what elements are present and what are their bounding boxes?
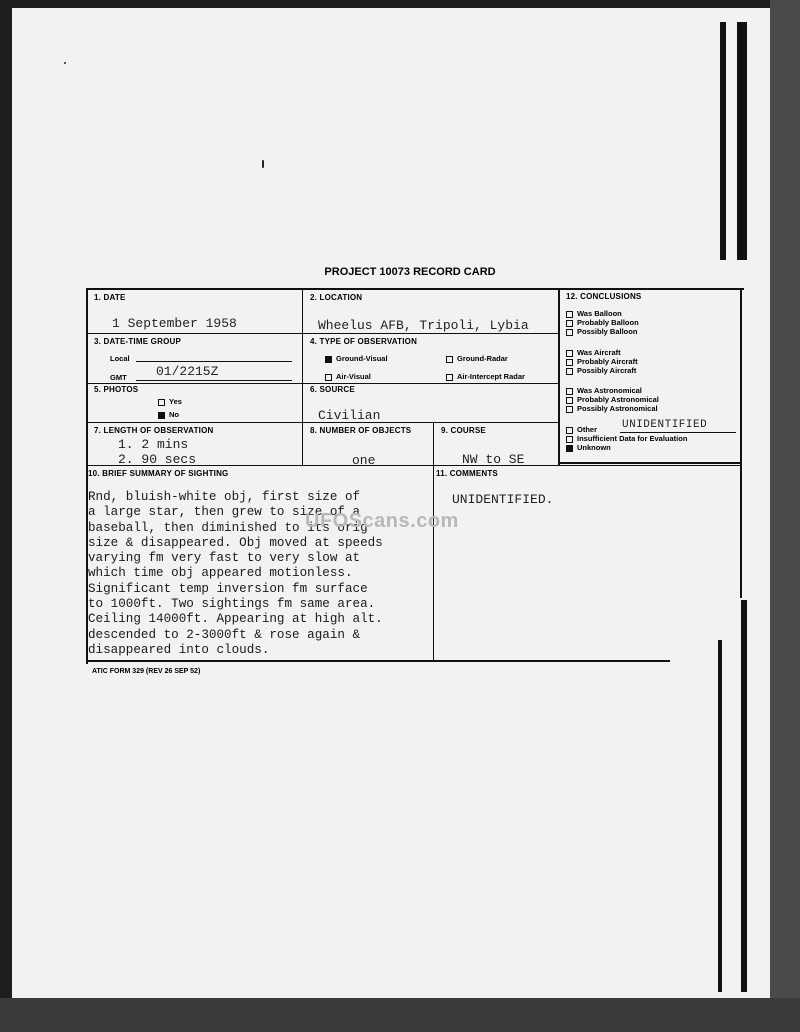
course-value: NW to SE <box>462 452 525 464</box>
checkbox-checked-icon <box>158 412 165 419</box>
checkbox-icon <box>566 388 573 395</box>
gmt-value: 01/2215Z <box>156 364 219 379</box>
comments-value: UNIDENTIFIED. <box>452 492 554 507</box>
scan-edge-bottom <box>0 998 800 1032</box>
scan-speck <box>64 62 66 64</box>
card-border-bottom <box>86 660 670 662</box>
conclusion-was-astronomical: Was Astronomical <box>566 386 642 395</box>
checkbox-icon <box>566 397 573 404</box>
checkbox-icon <box>566 427 573 434</box>
length-line-1: 1. 2 mins <box>118 437 189 452</box>
form-id: ATIC FORM 329 (REV 26 SEP 52) <box>92 668 201 675</box>
summary-label: 10. BRIEF SUMMARY OF SIGHTING <box>88 469 229 478</box>
datetime-group-label: 3. DATE-TIME GROUP <box>94 337 182 346</box>
checkbox-icon <box>325 374 332 381</box>
conclusion-other: Other <box>566 425 597 434</box>
card-title: PROJECT 10073 RECORD CARD <box>324 266 496 278</box>
conclusion-insufficient-data: Insufficient Data for Evaluation <box>566 434 687 443</box>
course-label: 9. COURSE <box>441 426 486 435</box>
scan-speck <box>262 160 264 168</box>
photos-label: 5. PHOTOS <box>94 385 139 394</box>
conclusion-possibly-balloon: Possibly Balloon <box>566 327 637 336</box>
checkbox-icon <box>566 350 573 357</box>
option-photos-no: No <box>158 410 179 419</box>
scan-edge-right <box>770 0 800 1032</box>
checkbox-icon <box>566 406 573 413</box>
local-label: Local <box>110 354 130 363</box>
option-photos-yes: Yes <box>158 397 182 406</box>
option-ground-radar: Ground-Radar <box>446 354 508 363</box>
other-field-line <box>620 432 736 433</box>
gmt-label: GMT <box>110 373 127 382</box>
location-value: Wheelus AFB, Tripoli, Lybia <box>318 318 529 333</box>
checkbox-icon <box>566 359 573 366</box>
num-objects-label: 8. NUMBER OF OBJECTS <box>310 426 412 435</box>
divider <box>88 383 560 384</box>
card-border-right <box>740 288 742 598</box>
option-air-intercept-radar: Air-Intercept Radar <box>446 372 525 381</box>
conclusion-was-aircraft: Was Aircraft <box>566 348 621 357</box>
checkbox-icon <box>566 368 573 375</box>
location-label: 2. LOCATION <box>310 293 363 302</box>
length-label: 7. LENGTH OF OBSERVATION <box>94 426 214 435</box>
option-ground-visual: Ground-Visual <box>325 354 388 363</box>
date-label: 1. DATE <box>94 293 126 302</box>
checkbox-icon <box>566 311 573 318</box>
comments-label: 11. COMMENTS <box>436 469 498 478</box>
source-value: Civilian <box>318 408 381 423</box>
gmt-field-line <box>136 380 292 381</box>
film-border-mark <box>718 640 722 992</box>
date-value: 1 September 1958 <box>112 316 237 331</box>
watermark: UFOScans.com <box>305 510 459 532</box>
conclusions-label: 12. CONCLUSIONS <box>566 292 642 301</box>
observation-type-label: 4. TYPE OF OBSERVATION <box>310 337 418 346</box>
checkbox-icon <box>566 329 573 336</box>
conclusion-was-balloon: Was Balloon <box>566 309 622 318</box>
checkbox-checked-icon <box>566 445 573 452</box>
card-border-top <box>86 288 744 290</box>
film-border-mark <box>741 600 747 992</box>
summary-text: Rnd, bluish-white obj, first size of a large star, then grew to size of a baseball, then diminished to its orig size & disappeared. Obj moved at speeds varying fm very fast to very slow at which time obj appeared motionless. Significant temp inversion fm surface to 1000ft. Two sightings fm same area. Ceiling 14000ft. Appearing at high alt. descended to 2-3000ft & rose again & disappeared into clouds. <box>88 490 383 657</box>
checkbox-icon <box>566 320 573 327</box>
conclusion-possibly-astronomical: Possibly Astronomical <box>566 404 658 413</box>
checkbox-checked-icon <box>325 356 332 363</box>
film-border-mark <box>737 22 747 260</box>
checkbox-icon <box>446 356 453 363</box>
film-border-mark <box>720 22 726 260</box>
checkbox-icon <box>158 399 165 406</box>
conclusion-possibly-aircraft: Possibly Aircraft <box>566 366 636 375</box>
divider <box>558 290 560 466</box>
conclusion-unknown: Unknown <box>566 443 611 452</box>
checkbox-icon <box>566 436 573 443</box>
conclusion-probably-balloon: Probably Balloon <box>566 318 639 327</box>
conclusion-other-value: UNIDENTIFIED <box>622 419 708 431</box>
divider <box>302 290 303 466</box>
conclusions-border-bottom <box>560 462 742 464</box>
length-line-2: 2. 90 secs <box>118 452 197 464</box>
num-objects-value: one <box>352 453 376 464</box>
local-field-line <box>136 361 292 362</box>
checkbox-icon <box>446 374 453 381</box>
conclusion-probably-aircraft: Probably Aircraft <box>566 357 638 366</box>
divider <box>88 465 742 466</box>
divider <box>88 333 560 334</box>
conclusion-probably-astronomical: Probably Astronomical <box>566 395 659 404</box>
source-label: 6. SOURCE <box>310 385 355 394</box>
option-air-visual: Air-Visual <box>325 372 371 381</box>
